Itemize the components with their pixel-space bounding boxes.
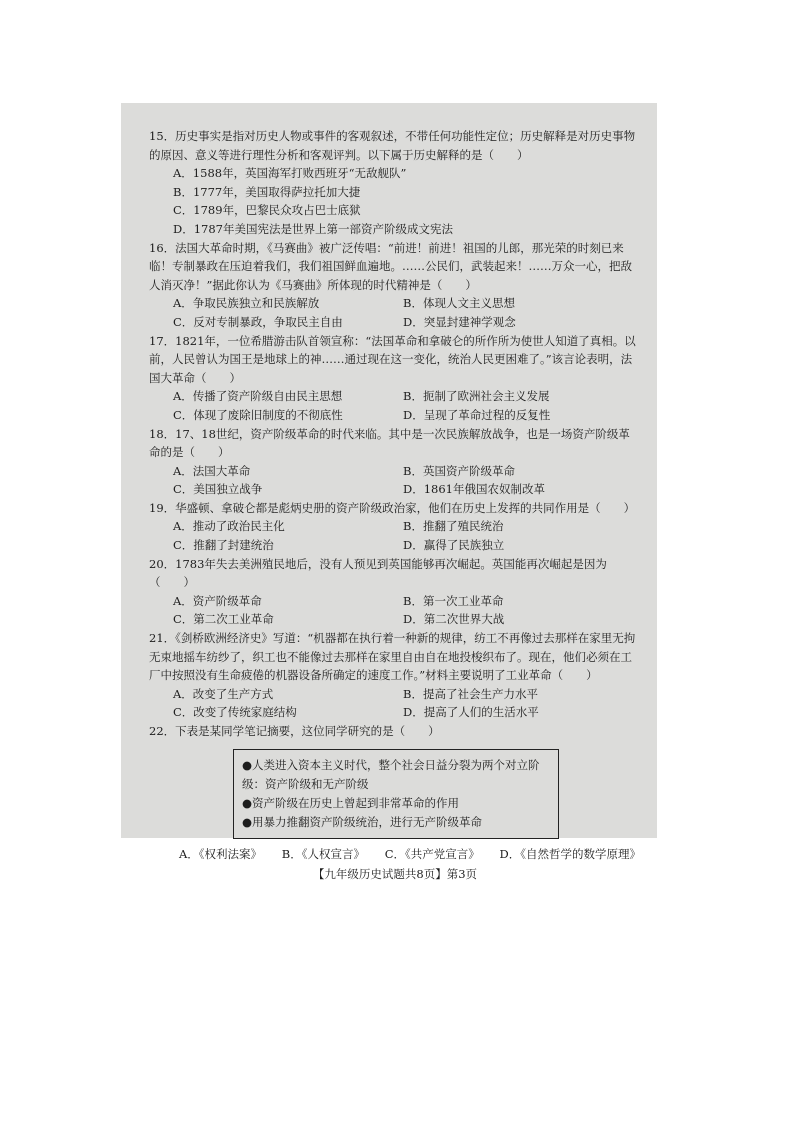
question-stem: 19．华盛顿、拿破仑都是彪炳史册的资产阶级政治家，他们在历史上发挥的共同作用是（ ） [149,500,636,515]
option-a: A．法国大革命 [173,463,251,478]
question-stem: 16．法国大革命时期，《马赛曲》被广泛传唱：“前进！前进！祖国的儿郎，那光荣的时刻已来临！专制暴政在压迫着我们，我们祖国鲜血遍地。……公民们，武装起来！……万众一心，把敌人消灭净！”据此你认为《马赛曲》所体现的时代精神是（ ） [149,240,632,292]
question-stem: 15．历史事实是指对历史人物或事件的客观叙述，不带任何功能性定位；历史解释是对历史事物的原因、意义等进行理性分析和客观评判。以下属于历史解释的是（ ） [149,129,636,162]
options-row [179,845,641,864]
option-d: D．赢得了民族独立 [403,538,505,553]
question-stem: 17．1821年，一位希腊游击队首领宣称：“法国革命和拿破仑的所作所为使世人知道了真相。以前，人民曾认为国王是地球上的神……通过现在这一变化，统治人民更困难了。”该言论表明，法国大革命（ ） [149,333,636,385]
note-item: ●人类进入资本主义时代，整个社会日益分裂为两个对立阶级：资产阶级和无产阶级 [242,757,540,791]
option-c: C．改变了传统家庭结构 [173,705,297,720]
option-a: A．传播了资产阶级自由民主思想 [173,389,343,404]
question-16 [149,239,641,332]
option-b: B．扼制了欧洲社会主义发展 [403,389,550,404]
option-a: A．改变了生产方式 [173,686,274,701]
option-b: B．体现人文主义思想 [403,296,515,311]
option-a: A．争取民族独立和民族解放 [173,296,320,311]
option-b: B．《人权宣言》 [281,846,365,861]
question-18 [149,425,641,499]
option-d: D．突显封建神学观念 [403,314,516,329]
option-d: D．1787年美国宪法是世界上第一部资产阶级成文宪法 [173,221,453,236]
option-c: C．第二次工业革命 [173,612,274,627]
option-d: D．第二次世界大战 [403,612,505,627]
option-d: D．《自然哲学的数学原理》 [499,846,641,861]
question-17 [149,332,641,425]
question-stem: 22．下表是某同学笔记摘要，这位同学研究的是（ ） [149,724,440,738]
question-22 [149,722,641,863]
option-c: C．反对专制暴政，争取民主自由 [173,314,343,329]
exam-page [121,103,657,882]
option-a: A．《权利法案》 [179,846,263,861]
option-d: D．提高了人们的生活水平 [403,705,539,720]
page-footer: 【九年级历史试题共8页】第3页 [312,867,478,882]
option-c: C．推翻了封建统治 [173,538,274,553]
option-b: B．1777年，美国取得萨拉托加大捷 [173,184,361,199]
question-21 [149,629,641,722]
note-item: ●用暴力推翻资产阶级统治，进行无产阶级革命 [242,814,483,829]
option-b: B．推翻了殖民统治 [403,519,504,534]
option-a: A．推动了政治民主化 [173,519,285,534]
option-c: C．1789年，巴黎民众攻占巴士底狱 [173,203,361,218]
question-20 [149,555,641,629]
option-a: A．1588年，英国海军打败西班牙“无敌舰队” [173,166,407,181]
notes-box [233,749,559,839]
question-stem: 18．17、18世纪，资产阶级革命的时代来临。其中是一次民族解放战争，也是一场资产阶级革命的是（ ） [149,426,630,460]
question-stem: 21．《剑桥欧洲经济史》写道：“机器都在执行着一种新的规律，纺工不再像过去那样在家里无拘无束地摇车纺纱了，织工也不能像过去那样在家里自由自在地投梭织布了。现在，他们必须在工厂中按照没有生命疲倦的机器设备所确定的速度工作。”材料主要说明了工业革命（ ） [149,631,636,683]
option-d: D．呈现了革命过程的反复性 [403,407,551,422]
option-b: B．第一次工业革命 [403,593,504,608]
note-item: ●资产阶级在历史上曾起到非常革命的作用 [242,795,460,810]
question-19 [149,499,641,555]
option-b: B．英国资产阶级革命 [403,463,515,478]
option-b: B．提高了社会生产力水平 [403,686,538,701]
option-c: C．体现了废除旧制度的不彻底性 [173,407,343,422]
option-c: C．《共产党宣言》 [384,846,480,861]
question-stem: 20．1783年失去美洲殖民地后，没有人预见到英国能够再次崛起。英国能再次崛起是因为（ ） [149,556,607,590]
question-15 [149,127,641,239]
option-d: D．1861年俄国农奴制改革 [403,482,545,497]
option-a: A．资产阶级革命 [173,593,262,608]
option-c: C．美国独立战争 [173,482,263,497]
